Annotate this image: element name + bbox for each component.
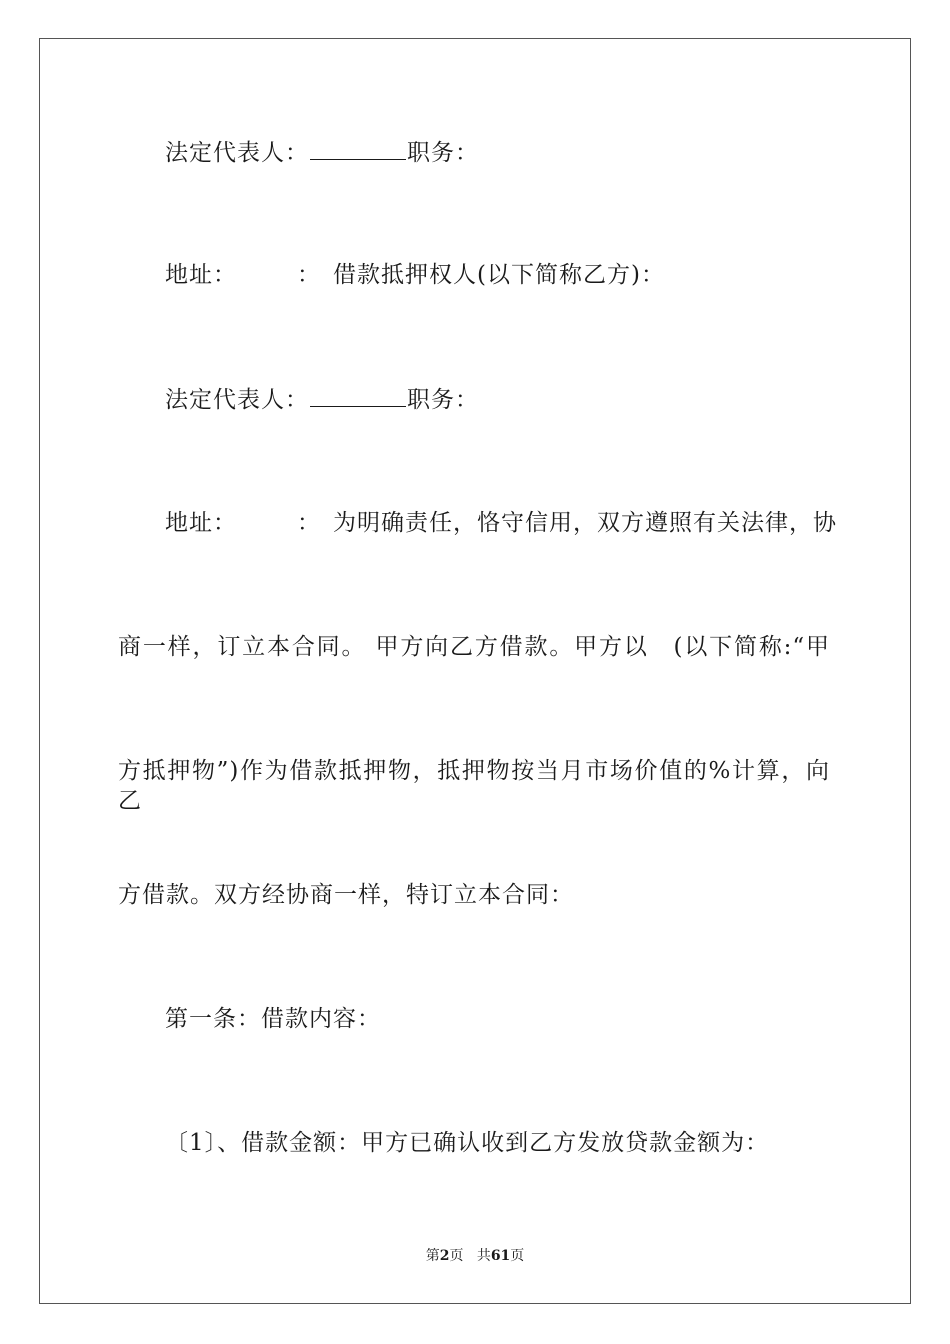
address-label: 地址： [165,510,237,536]
current-page-number: 2 [439,1248,450,1264]
legal-rep-blank [310,384,406,407]
address-line-2 [165,508,837,538]
footer-prefix: 第 [425,1248,440,1264]
address-colon: ： [297,510,321,536]
position-label: 职务： [407,387,479,413]
total-pages-number: 61 [490,1248,511,1264]
article-heading: 第一条：借款内容： [165,1006,381,1032]
legal-rep-blank [310,137,406,160]
legal-rep-label: 法定代表人： [165,387,309,413]
footer-page-suffix: 页 [449,1248,464,1264]
address-label: 地址： [165,262,237,288]
legal-rep-line-1 [165,137,479,168]
legal-rep-line-2 [165,384,479,415]
address-line-1 [165,260,665,290]
paragraph-line: 商一样，订立本合同。 甲方向乙方借款。甲方以 (以下简称:“甲 [118,634,830,660]
paragraph-line: 方抵押物”)作为借款抵押物，抵押物按当月市场价值的%计算，向乙 [118,758,830,814]
paragraph-text: 为明确责任，恪守信用，双方遵照有关法律，协 [333,510,837,536]
footer-total-suffix: 页 [510,1248,525,1264]
paragraph-line: 方借款。双方经协商一样，特订立本合同： [118,882,574,908]
legal-rep-label: 法定代表人： [165,140,309,166]
address-colon: ： [297,262,321,288]
loan-amount-line: 〔1〕、借款金额：甲方已确认收到乙方发放贷款金额为： [165,1130,770,1156]
position-label: 职务： [407,140,479,166]
page-border [39,38,911,1304]
page-footer [0,1246,950,1266]
lender-heading: 借款抵押权人(以下简称乙方)： [333,262,665,288]
footer-total-prefix: 共 [476,1248,491,1264]
